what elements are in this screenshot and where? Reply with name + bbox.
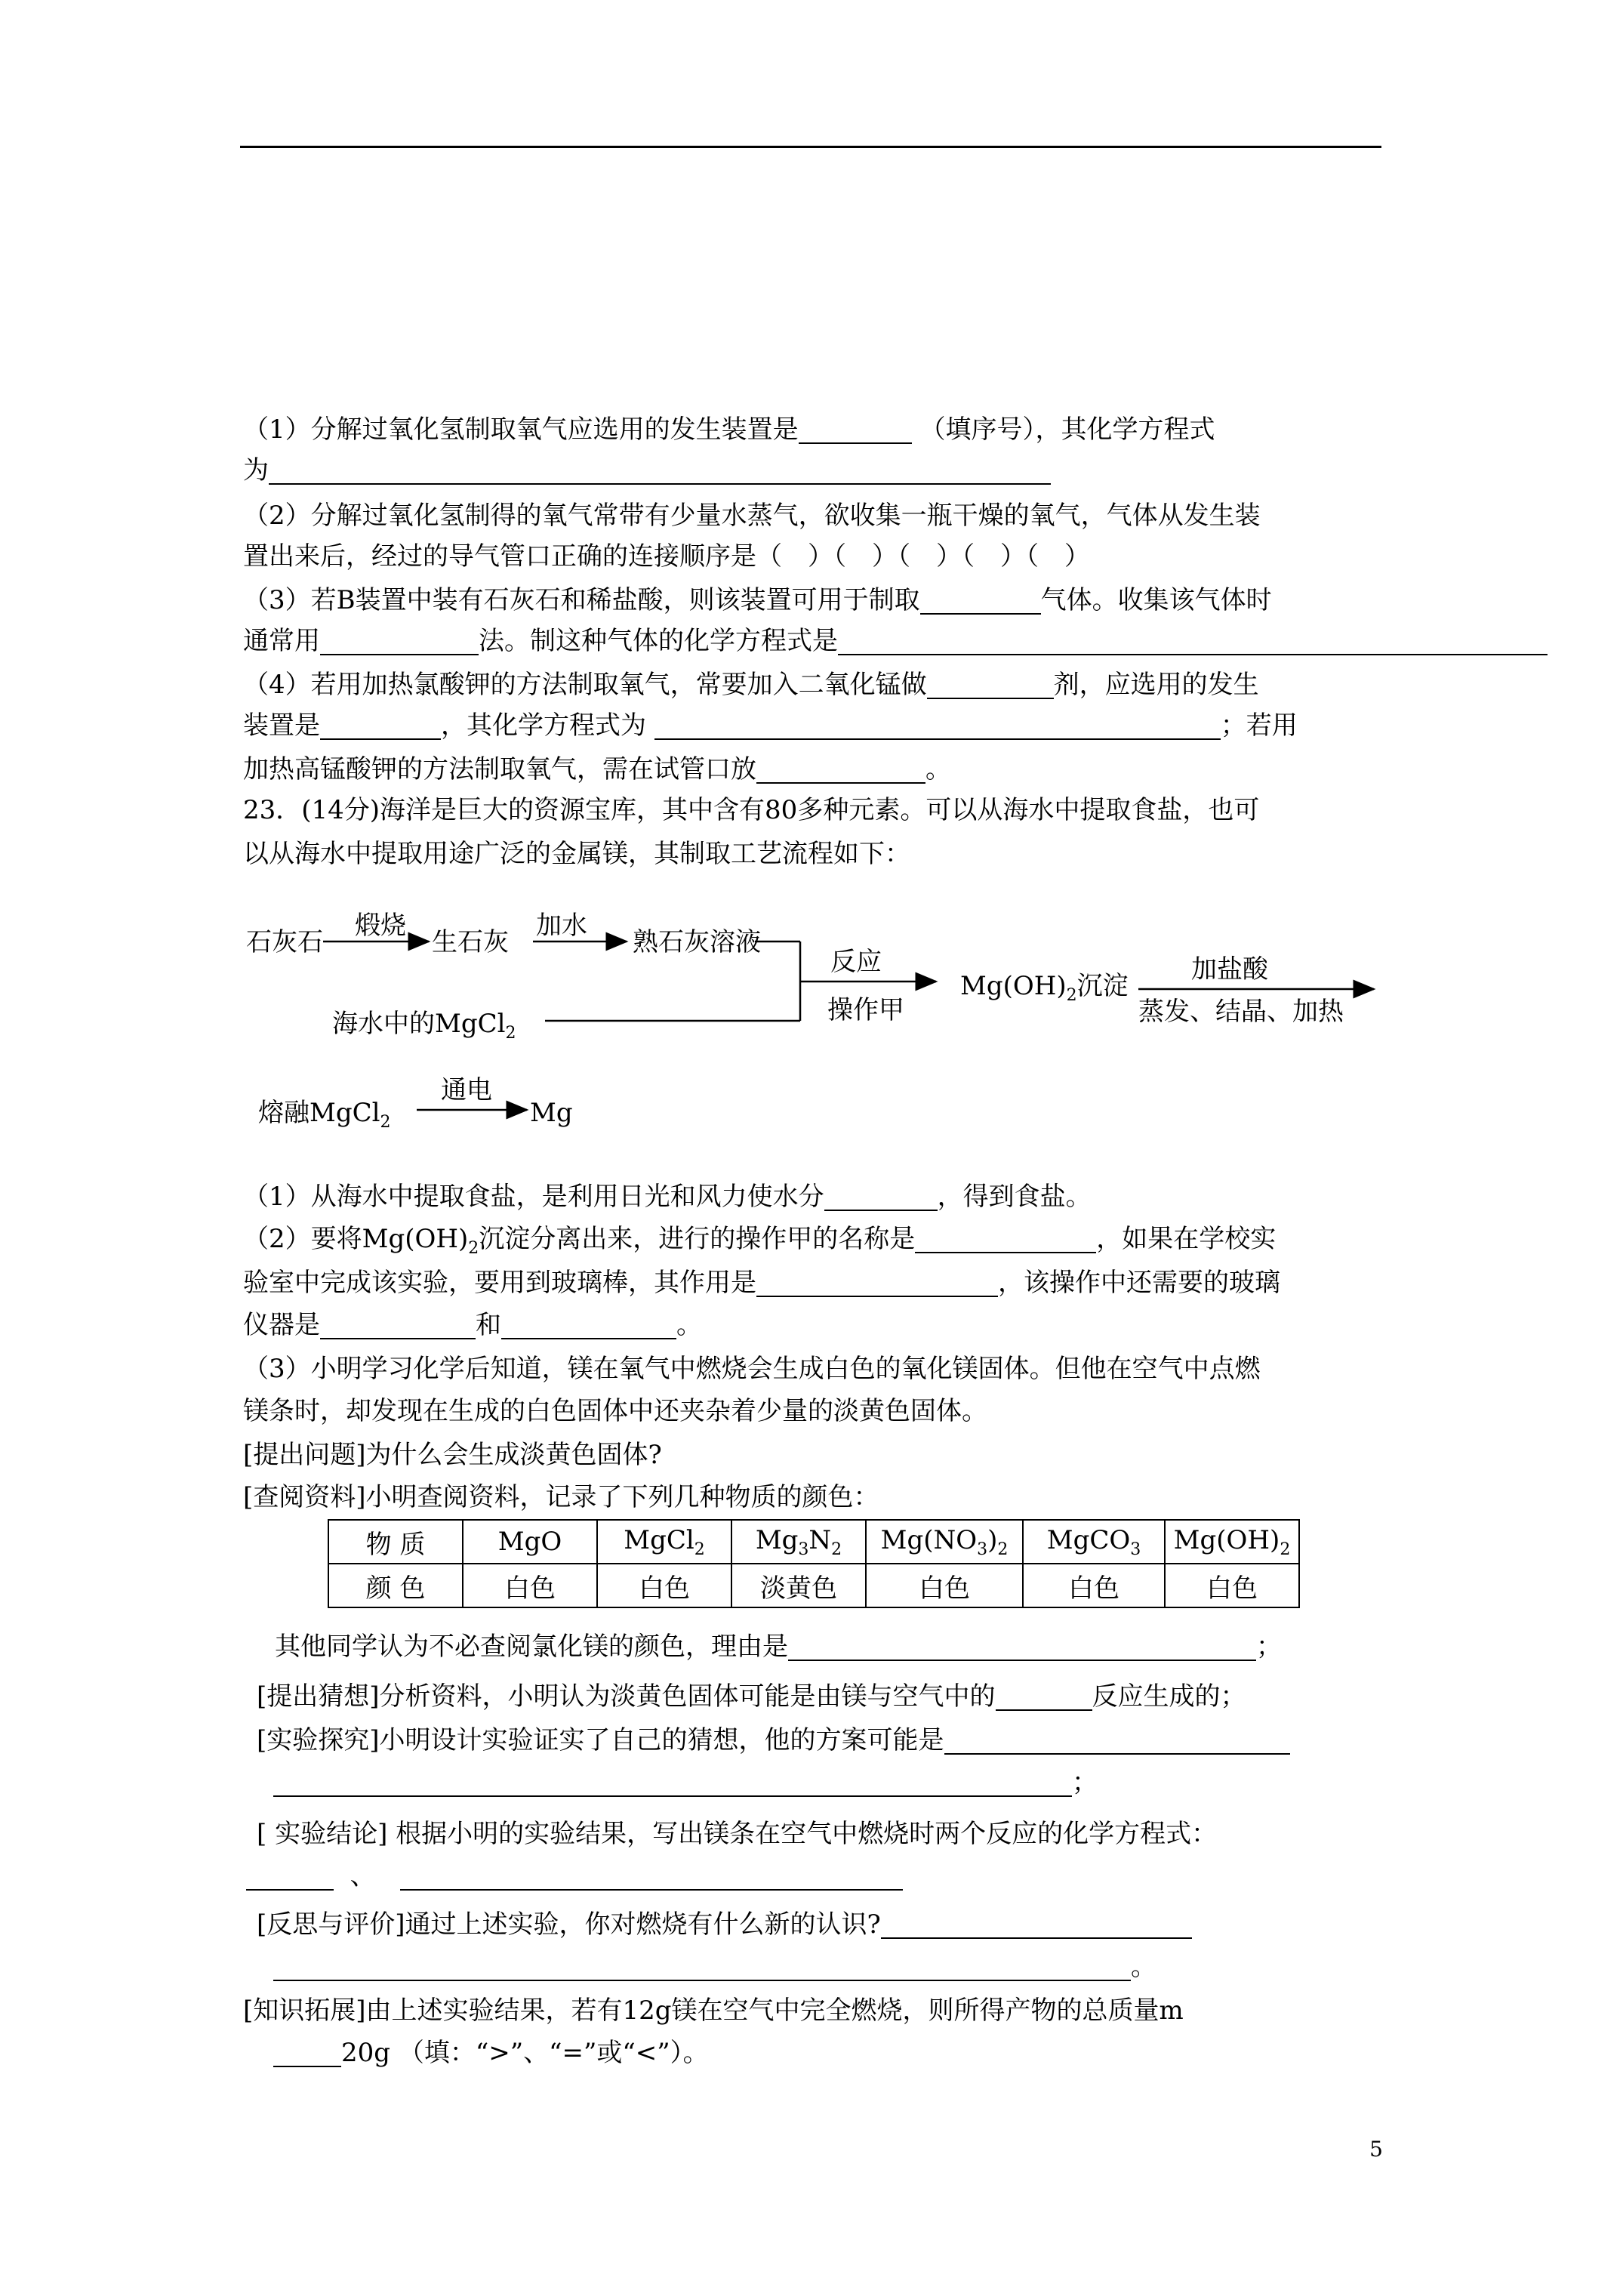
q23-extend: [知识拓展]由上述实验结果，若有12g镁在空气中完全燃烧，则所得产物的总质量m [243,1996,1184,2026]
flow-seawater-mgcl2: 海水中的MgCl$_2$ [332,1009,516,1043]
q23-conclusion: [ 实验结论] 根据小明的实验结果，写出镁条在空气中燃烧时两个反应的化学方程式： [257,1819,1218,1849]
q23-guess: [提出猜想]分析资料，小明认为淡黄色固体可能是由镁与空气中的 反应生成的； [257,1681,1246,1712]
q22-part2-line2: 置出来后，经过的导气管口正确的连接顺序是（ ）（ ）（ ）（ ）（ ） [243,541,1090,572]
flow-add-hcl-label: 加盐酸 [1191,954,1268,985]
q23-s3-line1: （3）小明学习化学后知道，镁在氧气中燃烧会生成白色的氧化镁固体。但他在空气中点燃 [243,1354,1261,1384]
q23-explore-line2: ； [273,1765,1098,1800]
q23-s2-line2: 验室中完成该实验，要用到玻璃棒，其作用是 ，该操作中还需要的玻璃 [243,1268,1280,1298]
table-row-color: 颜 色 白色 白色 淡黄色 白色 白色 白色 [328,1564,1299,1607]
q22-part3-line2: 通常用 法。制这种气体的化学方程式是 [243,624,1548,658]
table-row-substance: 物 质 MgO MgCl$_2$ $Mg_3N_2$ $Mg(NO_3)_2$ MgCO$_3$ $Mg(OH)_2$ [328,1520,1299,1564]
q22-part2-line1: （2）分解过氧化氢制得的氧气常带有少量水蒸气，欲收集一瓶干燥的氧气，气体从发生装 [243,501,1261,531]
flow-mgoh2: $Mg(OH)_2$沉淀 [960,971,1129,1005]
q22-part1-line1: （1）分解过氧化氢制取氧气应选用的发生装置是 （填序号），其化学方程式 [243,415,1215,445]
q23-conclusion-line2: 、 [246,1859,903,1894]
q22-part4-line2: 装置是 ，其化学方程式为 ；若用 [243,710,1298,741]
q23-extend-line2: 20g （填：“>”、“=”或“<”）。 [273,2036,709,2070]
q23-reflect: [反思与评价]通过上述实验，你对燃烧有什么新的认识? [257,1907,1192,1942]
q22-part3-line1: （3）若B装置中装有石灰石和稀盐酸，则该装置可用于制取 气体。收集该气体时 [243,585,1272,615]
flow-react-label: 反应 [830,947,882,977]
flow-operation-a-label: 操作甲 [827,995,904,1025]
q22-part4-line3: 加热高锰酸钾的方法制取氧气，需在试管口放 。 [243,754,951,784]
flow-molten-mgcl2: 熔融MgCl$_2$ [258,1098,391,1132]
flow-quicklime: 生石灰 [432,927,509,957]
q23-s3-line2: 镁条时，却发现在生成的白色固体中还夹杂着少量的淡黄色固体。 [243,1396,987,1426]
q23-others: 其他同学认为不必查阅氯化镁的颜色，理由是 ； [275,1632,1282,1662]
q23-reflect-line2: 。 [273,1949,1156,1984]
q23-s1: （1）从海水中提取食盐，是利用日光和风力使水分 ，得到食盐。 [243,1182,1092,1212]
q23-s2-line3: 仪器是 和 。 [243,1310,702,1340]
flow-evap-label: 蒸发、结晶、加热 [1138,997,1344,1027]
page-number: 5 [1369,2137,1383,2162]
q23-intro-line2: 以从海水中提取用途广泛的金属镁，其制取工艺流程如下： [243,839,910,869]
flow-limestone: 石灰石 [246,927,323,957]
q23-explore: [实验探究]小明设计实验证实了自己的猜想，他的方案可能是 [257,1723,1290,1758]
q22-part4-line1: （4）若用加热氯酸钾的方法制取氧气，常要加入二氧化锰做 剂，应选用的发生 [243,670,1259,700]
q23-s2-line1: （2）要将$Mg(OH)_2$沉淀分离出来，进行的操作甲的名称是 ，如果在学校实 [243,1224,1277,1258]
q22-part1-line2: 为 [243,453,1051,488]
flow-add-water-label: 加水 [536,911,587,941]
flow-calcine-label: 煅烧 [355,911,406,941]
flow-slaked-lime: 熟石灰溶液 [633,927,761,957]
color-table [328,1519,1300,1608]
flow-electrolysis-label: 通电 [441,1075,492,1105]
q23-lookup: [查阅资料]小明查阅资料，记录了下列几种物质的颜色： [243,1482,879,1512]
flow-mg: Mg [530,1098,573,1128]
q23-intro-line1: 23．(14分)海洋是巨大的资源宝库，其中含有80多种元素。可以从海水中提取食盐，也可 [243,795,1260,825]
q23-question: [提出问题]为什么会生成淡黄色固体? [243,1440,662,1470]
